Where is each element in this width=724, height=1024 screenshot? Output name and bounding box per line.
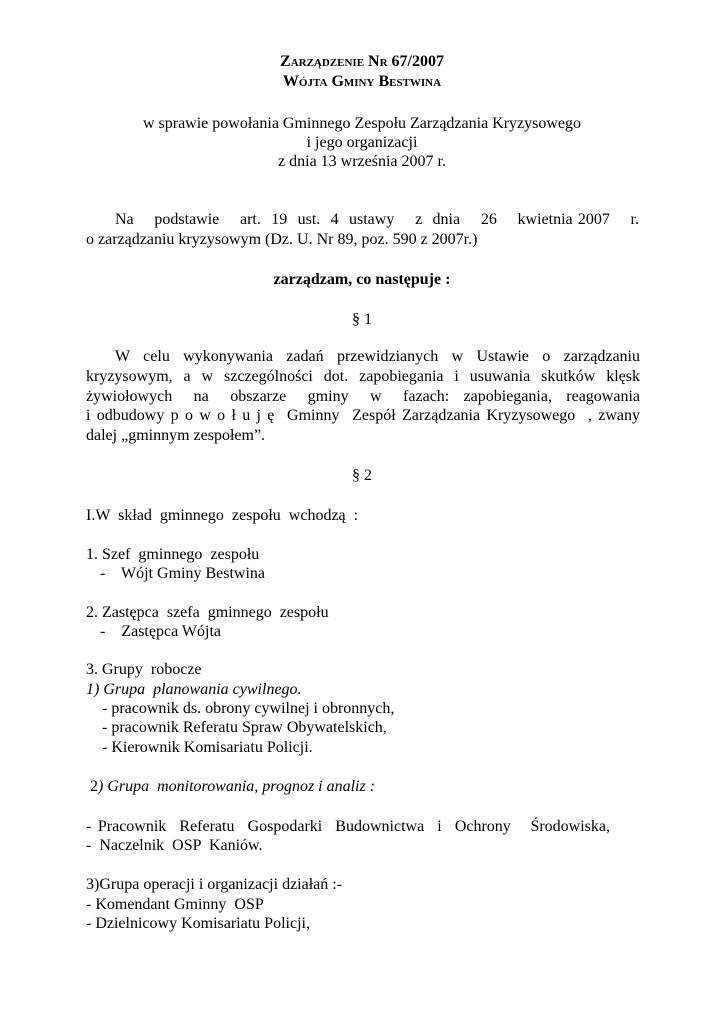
- section1-line3: żywiołowych na obszarze gminy w fazach: zapobiegania, reagowania: [86, 388, 640, 405]
- decree-heading: zarządzam, co następuje :: [273, 271, 451, 288]
- group2-member: - Pracownik Referatu Gospodarki Budownictwa i Ochrony Środowiska,: [86, 818, 610, 835]
- group1-member: - pracownik ds. obrony cywilnej i obronnych,: [102, 700, 395, 717]
- section1-line1: W celu wykonywania zadań przewidzianych w Ustawie o zarządzaniu: [115, 348, 640, 365]
- item3-title: 3. Grupy robocze: [86, 661, 202, 678]
- section1-line2: kryzysowym, a w szczególności dot. zapobiegania i usuwania skutków klęsk: [86, 368, 640, 385]
- legal-basis-line2: o zarządzaniu kryzysowym (Dz. U. Nr 89, poz. 590 z 2007r.): [86, 231, 478, 248]
- section1-line4: i odbudowy p o w o ł u j ę Gminny Zespół Zarządzania Kryzysowego , zwany: [86, 407, 640, 424]
- section2-symbol: § 2: [352, 467, 372, 484]
- group2-title-text: ) Grupa monitorowania, prognoz i analiz :: [98, 778, 376, 795]
- legal-basis-line1: Na podstawie art. 19 ust. 4 ustawy z dnia 26 kwietnia 2007 r.: [115, 211, 639, 228]
- subject-date: z dnia 13 września 2007 r.: [278, 153, 446, 170]
- subject-line1: w sprawie powołania Gminnego Zespołu Zarządzania Kryzysowego: [142, 115, 582, 132]
- group3-member: - Dzielnicowy Komisariatu Policji,: [86, 915, 310, 932]
- group3-member: - Komendant Gminny OSP: [86, 896, 264, 913]
- group1-member: - Kierownik Komisariatu Policji.: [102, 739, 313, 756]
- section1-line5: dalej „gminnym zespołem”.: [86, 427, 266, 444]
- group3-title: 3)Grupa operacji i organizacji działań :-: [86, 876, 343, 893]
- group2-title-number: 2: [86, 778, 98, 795]
- document-title-line1: Zarządzenie Nr 67/2007: [280, 53, 444, 70]
- group1-member: - pracownik Referatu Spraw Obywatelskich,: [102, 719, 387, 736]
- item2-member: - Zastępca Wójta: [100, 623, 221, 640]
- group1-title: 1) Grupa planowania cywilnego.: [86, 681, 302, 698]
- composition-intro: I.W skład gminnego zespołu wchodzą :: [86, 507, 359, 524]
- section1-symbol: § 1: [352, 311, 372, 328]
- document-title-line2: Wójta Gminy Bestwina: [282, 73, 442, 90]
- item1-title: 1. Szef gminnego zespołu: [86, 546, 260, 563]
- group2-member: - Naczelnik OSP Kaniów.: [86, 837, 263, 854]
- item1-member: - Wójt Gminy Bestwina: [100, 565, 266, 582]
- group2-title: [86, 777, 375, 796]
- subject-line2: i jego organizacji: [306, 134, 418, 151]
- item2-title: 2. Zastępca szefa gminnego zespołu: [86, 604, 329, 621]
